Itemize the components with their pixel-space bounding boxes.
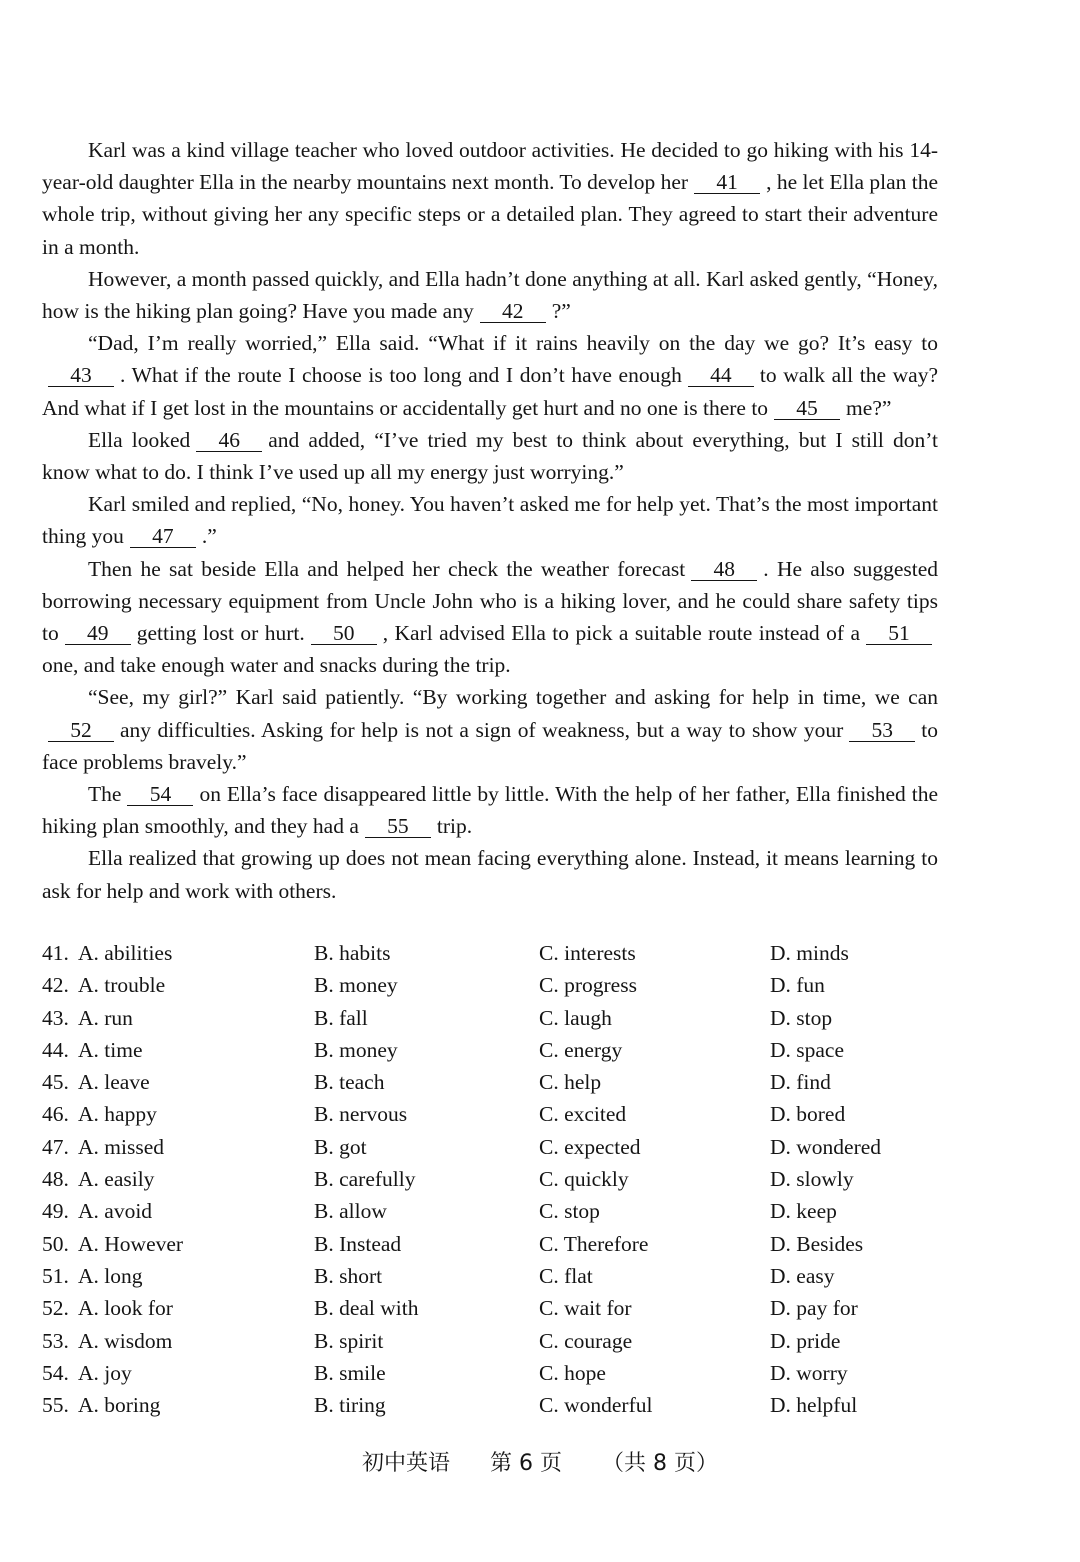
option-c: C. excited — [539, 1102, 627, 1127]
blank-50: 50 — [311, 622, 377, 645]
option-d: D. stop — [770, 1005, 833, 1030]
option-c: C. stop — [539, 1199, 600, 1224]
question-number: 49. — [42, 1199, 69, 1224]
blank-41: 41 — [694, 171, 760, 194]
option-c: C. Therefore — [539, 1231, 649, 1256]
option-b: B. nervous — [314, 1102, 408, 1127]
paragraph-text: any difficulties. Asking for help is not a sign of weakness, but a way to show your — [120, 717, 844, 742]
option-b: B. deal with — [314, 1296, 419, 1321]
option-a: A. look for — [78, 1296, 173, 1321]
paragraph-text: , he let Ella plan the whole trip, without giving her any specific steps or a detailed plan. They agreed to start their adventure in a month. — [42, 170, 939, 259]
blank-42: 42 — [480, 300, 546, 323]
option-row-46 — [42, 1098, 942, 1130]
option-b: B. Instead — [314, 1231, 402, 1256]
option-c: C. quickly — [539, 1167, 629, 1192]
option-d: D. slowly — [770, 1167, 854, 1192]
option-d: D. keep — [770, 1199, 837, 1224]
option-row-44 — [42, 1034, 942, 1066]
option-a: A. happy — [78, 1102, 157, 1127]
option-c: C. wait for — [539, 1296, 632, 1321]
question-number: 42. — [42, 973, 69, 998]
paragraph-text: Ella looked — [88, 427, 191, 452]
option-row-45 — [42, 1066, 942, 1098]
paragraph-text: one, and take enough water and snacks during the trip. — [42, 653, 511, 678]
option-b: B. spirit — [314, 1328, 384, 1353]
question-number: 48. — [42, 1167, 69, 1192]
paragraph-text: . What if the route I choose is too long and I don’t have enough — [120, 363, 682, 388]
answer-options — [42, 937, 942, 1421]
option-row-52 — [42, 1292, 942, 1324]
option-d: D. pride — [770, 1328, 841, 1353]
question-number: 41. — [42, 941, 69, 965]
paragraph-text: Then he sat beside Ella and helped her check the weather forecast — [88, 556, 686, 581]
option-d: D. worry — [770, 1360, 848, 1385]
paragraph-text: The — [88, 782, 122, 807]
paragraph-3 — [42, 327, 938, 424]
question-number: 46. — [42, 1102, 69, 1127]
paragraph-text: “Dad, I’m really worried,” Ella said. “What if it rains heavily on the day we go? It’s easy to — [88, 331, 938, 356]
option-a: A. boring — [78, 1393, 161, 1418]
option-c: C. courage — [539, 1328, 633, 1353]
option-a: A. easily — [78, 1167, 155, 1192]
option-row-41 — [42, 937, 942, 969]
option-a: A. trouble — [78, 973, 166, 998]
option-row-48 — [42, 1163, 942, 1195]
blank-54: 54 — [127, 783, 193, 806]
question-number: 43. — [42, 1005, 69, 1030]
blank-48: 48 — [691, 558, 757, 581]
question-number: 52. — [42, 1296, 69, 1321]
blank-47: 47 — [130, 525, 196, 548]
option-c: C. energy — [539, 1037, 623, 1062]
option-c: C. wonderful — [539, 1393, 653, 1418]
option-a: A. missed — [78, 1134, 164, 1159]
option-b: B. money — [314, 1037, 398, 1062]
question-number: 53. — [42, 1328, 69, 1353]
option-c: C. expected — [539, 1134, 641, 1159]
blank-44: 44 — [688, 364, 754, 387]
option-d: D. helpful — [770, 1393, 858, 1418]
option-d: D. find — [770, 1070, 831, 1095]
option-b: B. short — [314, 1263, 383, 1288]
paragraph-text: and added, “I’ve tried my best to think about everything, but I still don’t know what to do. I think I’ve used up all my energy just worrying.” — [42, 427, 938, 485]
option-b: B. money — [314, 973, 398, 998]
option-c: C. progress — [539, 973, 637, 998]
option-row-53 — [42, 1325, 942, 1357]
option-row-49 — [42, 1195, 942, 1227]
option-d: D. pay for — [770, 1296, 858, 1321]
paragraph-2 — [42, 263, 938, 327]
option-d: D. bored — [770, 1102, 846, 1127]
option-d: D. Besides — [770, 1231, 864, 1256]
question-number: 47. — [42, 1134, 69, 1159]
option-c: C. interests — [539, 941, 636, 965]
blank-52: 52 — [48, 719, 114, 742]
option-a: A. wisdom — [78, 1328, 173, 1353]
option-row-54 — [42, 1357, 942, 1389]
option-row-50 — [42, 1228, 942, 1260]
option-c: C. laugh — [539, 1005, 612, 1030]
option-b: B. habits — [314, 941, 391, 965]
option-a: A. run — [78, 1005, 133, 1030]
page-footer — [0, 1448, 1080, 1480]
blank-43: 43 — [48, 364, 114, 387]
paragraph-text: getting lost or hurt. — [136, 621, 305, 646]
option-b: B. tiring — [314, 1393, 386, 1418]
option-d: D. wondered — [770, 1134, 882, 1159]
option-b: B. smile — [314, 1360, 386, 1385]
option-c: C. hope — [539, 1360, 606, 1385]
paragraph-text: , Karl advised Ella to pick a suitable route instead of a — [382, 621, 860, 646]
option-row-47 — [42, 1131, 942, 1163]
paragraph-text: . He also suggested borrowing necessary equipment from Uncle John who is a hiking lover, and he could share safety tips to — [42, 556, 938, 646]
question-number: 50. — [42, 1231, 69, 1256]
paragraph-8 — [42, 778, 938, 842]
question-number: 55. — [42, 1393, 69, 1418]
page-number: 第 6 页 — [490, 1451, 562, 1476]
option-b: B. fall — [314, 1005, 368, 1030]
blank-45: 45 — [774, 397, 840, 420]
option-b: B. allow — [314, 1199, 387, 1224]
paragraph-5 — [42, 488, 938, 552]
question-number: 45. — [42, 1070, 69, 1095]
subject-label: 初中英语 — [362, 1451, 451, 1476]
paragraph-4 — [42, 424, 938, 488]
option-b: B. teach — [314, 1070, 385, 1095]
blank-51: 51 — [866, 622, 932, 645]
paragraph-9: Ella realized that growing up does not mean facing everything alone. Instead, it means learning to ask for help and work with others. — [42, 846, 938, 903]
option-a: A. long — [78, 1263, 143, 1288]
total-pages: （共 8 页） — [602, 1451, 718, 1476]
option-a: A. abilities — [78, 941, 173, 965]
blank-53: 53 — [849, 719, 915, 742]
option-row-43 — [42, 1002, 942, 1034]
question-number: 51. — [42, 1263, 69, 1288]
option-a: A. joy — [78, 1360, 132, 1385]
paragraph-text: Karl smiled and replied, “No, honey. You haven’t asked me for help yet. That’s the most important thing you — [42, 492, 938, 549]
option-c: C. flat — [539, 1263, 593, 1288]
option-a: A. time — [78, 1037, 143, 1062]
option-a: A. avoid — [78, 1199, 153, 1224]
option-row-42 — [42, 969, 942, 1001]
paragraph-text: ?” — [551, 299, 571, 324]
blank-55: 55 — [365, 815, 431, 838]
paragraph-text: to face problems bravely.” — [42, 717, 938, 774]
option-b: B. got — [314, 1134, 367, 1159]
option-d: D. fun — [770, 973, 825, 998]
paragraph-text: Karl was a kind village teacher who loved outdoor activities. He decided to go hiking with his 14-year-old daughter Ella in the nearby mountains next month. To develop her — [42, 138, 938, 195]
option-row-51 — [42, 1260, 942, 1292]
option-b: B. carefully — [314, 1167, 416, 1192]
paragraph-text: trip. — [436, 814, 473, 839]
paragraph-6 — [42, 553, 938, 682]
paragraph-text: to walk all the way? And what if I get lost in the mountains or accidentally get hurt and no one is there to — [42, 363, 938, 420]
cloze-passage — [42, 134, 938, 907]
option-c: C. help — [539, 1070, 602, 1095]
option-a: A. leave — [78, 1070, 150, 1095]
paragraph-text: However, a month passed quickly, and Ella hadn’t done anything at all. Karl asked gently, “Honey, how is the hiking plan going? Have you made any — [42, 266, 938, 324]
blank-49: 49 — [65, 622, 131, 645]
paragraph-text: “See, my girl?” Karl said patiently. “By working together and asking for help in time, we can — [88, 685, 938, 710]
question-number: 44. — [42, 1037, 69, 1062]
option-d: D. space — [770, 1037, 845, 1062]
paragraph-text: me?” — [846, 395, 892, 420]
paragraph-text: on Ella’s face disappeared little by little. With the help of her father, Ella finished the hiking plan smoothly, and they had a — [42, 782, 938, 839]
option-a: A. However — [78, 1231, 184, 1256]
blank-46: 46 — [196, 429, 262, 452]
option-d: D. minds — [770, 941, 849, 965]
option-d: D. easy — [770, 1263, 835, 1288]
paragraph-1 — [42, 134, 938, 263]
paragraph-7 — [42, 681, 938, 778]
question-number: 54. — [42, 1360, 69, 1385]
option-row-55 — [42, 1389, 942, 1421]
paragraph-text: .” — [201, 524, 217, 549]
